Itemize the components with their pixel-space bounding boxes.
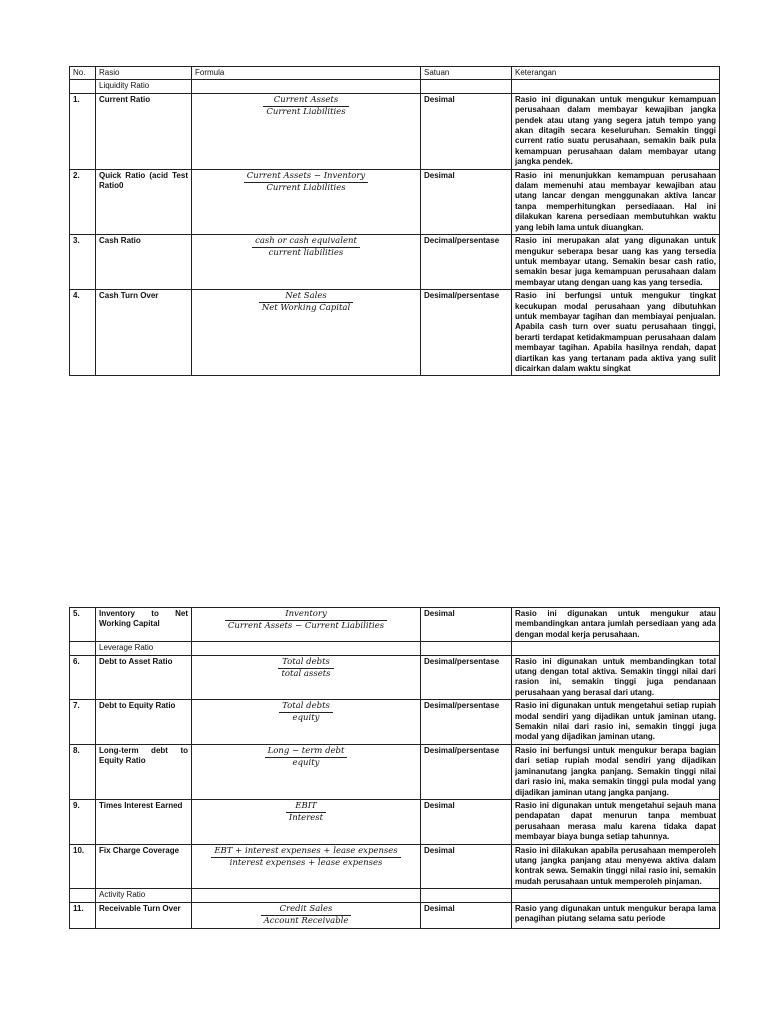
header-no: No.	[70, 67, 96, 80]
row-number: 2.	[70, 169, 96, 234]
formula-denominator: equity	[292, 757, 320, 768]
formula-numerator: cash or cash equivalent	[252, 236, 360, 248]
formula-denominator: Current Liabilities	[266, 182, 346, 193]
formula-denominator: Current Liabilities	[266, 106, 346, 117]
unit-cell: Desimal	[421, 93, 512, 169]
formula-fraction	[265, 746, 348, 769]
formula-denominator: Interest	[288, 812, 324, 823]
formula-fraction	[261, 904, 352, 927]
row-number: 10.	[70, 844, 96, 889]
ratio-name: Debt to Asset Ratio	[96, 655, 192, 700]
description-cell: Rasio ini digunakan untuk membandingkan total utang dengan total aktiva. Semakin tinggi nilai dari rasion ini, semakin tinggi juga pendanaan perusahaan yang berasal dari utang.	[512, 655, 720, 700]
section-empty-cell	[512, 889, 720, 902]
formula-cell	[192, 608, 421, 642]
table-row	[70, 608, 720, 642]
formula-numerator: EBIT	[286, 801, 326, 813]
formula-cell	[192, 799, 421, 844]
unit-cell: Desimal	[421, 799, 512, 844]
table-row	[70, 655, 720, 700]
row-number: 7.	[70, 700, 96, 745]
formula-denominator: total assets	[281, 668, 331, 679]
section-empty-cell	[192, 889, 421, 902]
row-number: 1.	[70, 93, 96, 169]
unit-cell: Desimal	[421, 844, 512, 889]
section-row	[70, 642, 720, 655]
description-cell: Rasio ini digunakan untuk mengetahui sejauh mana pendapatan dapat menurun tanpa membuat perusahaan merasa malu karena tidaka dapat membayar biaya bunga setiap tahunnya.	[512, 799, 720, 844]
table-row	[70, 235, 720, 290]
ratio-name: Debt to Equity Ratio	[96, 700, 192, 745]
formula-fraction	[225, 609, 387, 632]
section-row	[70, 889, 720, 902]
table-row	[70, 93, 720, 169]
ratio-name: Cash Turn Over	[96, 290, 192, 376]
formula-fraction	[263, 95, 348, 118]
unit-cell: Desimal/persentase	[421, 700, 512, 745]
formula-fraction	[279, 701, 333, 724]
ratio-name: Inventory to Net Working Capital	[96, 608, 192, 642]
description-cell: Rasio yang digunakan untuk mengukur berapa lama penagihan piutang selama satu periode	[512, 902, 720, 928]
description-cell: Rasio ini merupakan alat yang digunakan untuk mengukur seberapa besar uang kas yang tersedia untuk membayar utang. Semakin besar cash ratio, semakin besar juga kemampuan perusahaan dalam membayar utang dengan uang kas yang tersedia.	[512, 235, 720, 290]
ratio-table-2	[69, 607, 720, 929]
formula-fraction	[211, 846, 400, 869]
section-no-cell	[70, 889, 96, 902]
unit-cell: Desimal/persentase	[421, 655, 512, 700]
table-row	[70, 290, 720, 376]
section-empty-cell	[512, 80, 720, 93]
formula-numerator: Net Sales	[259, 291, 353, 303]
formula-denominator: current liabilities	[268, 248, 344, 259]
section-empty-cell	[421, 642, 512, 655]
row-number: 6.	[70, 655, 96, 700]
ratio-name: Long-term debt to Equity Ratio	[96, 744, 192, 799]
ratio-name: Receivable Turn Over	[96, 902, 192, 928]
formula-numerator: EBT + interest expenses + lease expenses	[211, 846, 400, 858]
section-label: Liquidity Ratio	[96, 80, 192, 93]
formula-denominator: Current Assets − Current Liabilities	[227, 621, 385, 631]
row-number: 11.	[70, 902, 96, 928]
table-row	[70, 744, 720, 799]
section-empty-cell	[192, 642, 421, 655]
formula-denominator: interest expenses + lease expenses	[229, 857, 383, 868]
formula-fraction	[252, 236, 360, 259]
formula-fraction	[286, 801, 326, 824]
section-label: Activity Ratio	[96, 889, 192, 902]
ratio-name: Quick Ratio (acid Test Ratio0	[96, 169, 192, 234]
formula-cell	[192, 744, 421, 799]
table-row	[70, 902, 720, 928]
ratio-name: Fix Charge Coverage	[96, 844, 192, 889]
formula-fraction	[259, 291, 353, 314]
formula-denominator: equity	[292, 713, 320, 724]
formula-denominator: Net Working Capital	[261, 303, 351, 314]
section-empty-cell	[421, 80, 512, 93]
row-number: 3.	[70, 235, 96, 290]
table-header-row	[70, 67, 720, 80]
description-cell: Rasio ini digunakan untuk mengetahui setiap rupiah modal sendiri yang dijadikan untuk jaminan utang. Semakin nilai dari rasio ini, semakin tinggi juga modal yang dijadikan jaminan utang.	[512, 700, 720, 745]
section-empty-cell	[192, 80, 421, 93]
row-number: 5.	[70, 608, 96, 642]
formula-numerator: Total debts	[279, 701, 333, 713]
description-cell: Rasio ini digunakan untuk mengukur kemampuan perusahaan dalam membayar kewajiban jangka pendek atau utang yang segera jatuh tempo yang akan ditagih secara keseluruhan. Semakin tinggi current ratio suatu perusahaan, semakin baik pula kemampuan perusahaan dalam membayar utang jangka pendek.	[512, 93, 720, 169]
formula-cell	[192, 655, 421, 700]
formula-cell	[192, 902, 421, 928]
description-cell: Rasio ini menunjukkan kemampuan perusahaan dalam memenuhi atau membayar kewajiban atau utang lancar dengan menggunakan aktiva lancar tanpa memperhitungkan persediaaan. Hal ini dilakukan karena persediaan membutuhkan waktu yang lebih lama untuk diuangkan.	[512, 169, 720, 234]
table-row	[70, 799, 720, 844]
formula-numerator: Current Assets	[263, 95, 348, 107]
table-row	[70, 700, 720, 745]
row-number: 8.	[70, 744, 96, 799]
header-keterangan: Keterangan	[512, 67, 720, 80]
description-cell: Rasio ini digunakan untuk mengukur atau membandingkan antara jumlah persediaan yang ada dengan modal kerja perusahaan.	[512, 608, 720, 642]
ratio-name: Current Ratio	[96, 93, 192, 169]
unit-cell: Desimal	[421, 902, 512, 928]
formula-cell	[192, 169, 421, 234]
table-row	[70, 169, 720, 234]
table-row	[70, 844, 720, 889]
description-cell: Rasio ini berfungsi untuk mengukur tingkat kecukupan modal perusahaan yang dibutuhkan untuk membayar tagihan dan membiayai penjualan. Apabila cash turn over suatu perusahaan tinggi, berarti terdapat ketidakmampuan perusahaan dalam membayar tagihan. Apabila hasilnya rendah, dapat diartikan kas yang tertanam pada aktiva yang sulit dicairkan dalam waktu singkat	[512, 290, 720, 376]
row-number: 9.	[70, 799, 96, 844]
section-empty-cell	[421, 889, 512, 902]
formula-numerator: Total debts	[278, 657, 333, 669]
formula-cell	[192, 844, 421, 889]
description-cell: Rasio ini berfungsi untuk mengukur berapa bagian dari setiap rupiah modal sendiri yang dijadikan jaminanutang jangka panjang. Semakin tinggi nilai dari rasio ini, maka semakin tinggi pula modal yang dijadikan jaminan utang jangka panjang.	[512, 744, 720, 799]
section-empty-cell	[512, 642, 720, 655]
unit-cell: Desimal	[421, 608, 512, 642]
section-no-cell	[70, 642, 96, 655]
header-rasio: Rasio	[96, 67, 192, 80]
section-label: Leverage Ratio	[96, 642, 192, 655]
section-no-cell	[70, 80, 96, 93]
ratio-table-1	[69, 66, 720, 376]
formula-denominator: Account Receivable	[263, 915, 349, 926]
formula-cell	[192, 235, 421, 290]
unit-cell: Decimal/persentase	[421, 235, 512, 290]
formula-cell	[192, 700, 421, 745]
row-number: 4.	[70, 290, 96, 376]
formula-numerator: Current Assets − Inventory	[244, 171, 368, 183]
unit-cell: Desimal/persentase	[421, 744, 512, 799]
ratio-name: Times Interest Earned	[96, 799, 192, 844]
section-row	[70, 80, 720, 93]
formula-cell	[192, 93, 421, 169]
formula-numerator: Long − term debt	[265, 746, 348, 758]
description-cell: Rasio ini dilakukan apabila perusahaan memperoleh utang jangka panjang atau menyewa aktiva dalam kontrak sewa. Semakin tinggi nilai rasio ini, semakin mudah perusahaan untuk memperoleh pinjaman.	[512, 844, 720, 889]
unit-cell: Desimal/persentase	[421, 290, 512, 376]
header-formula: Formula	[192, 67, 421, 80]
formula-fraction	[278, 657, 333, 680]
formula-cell	[192, 290, 421, 376]
unit-cell: Desimal	[421, 169, 512, 234]
formula-numerator: Credit Sales	[261, 904, 352, 916]
formula-numerator: Inventory	[225, 609, 387, 621]
formula-fraction	[244, 171, 368, 194]
ratio-name: Cash Ratio	[96, 235, 192, 290]
header-satuan: Satuan	[421, 67, 512, 80]
